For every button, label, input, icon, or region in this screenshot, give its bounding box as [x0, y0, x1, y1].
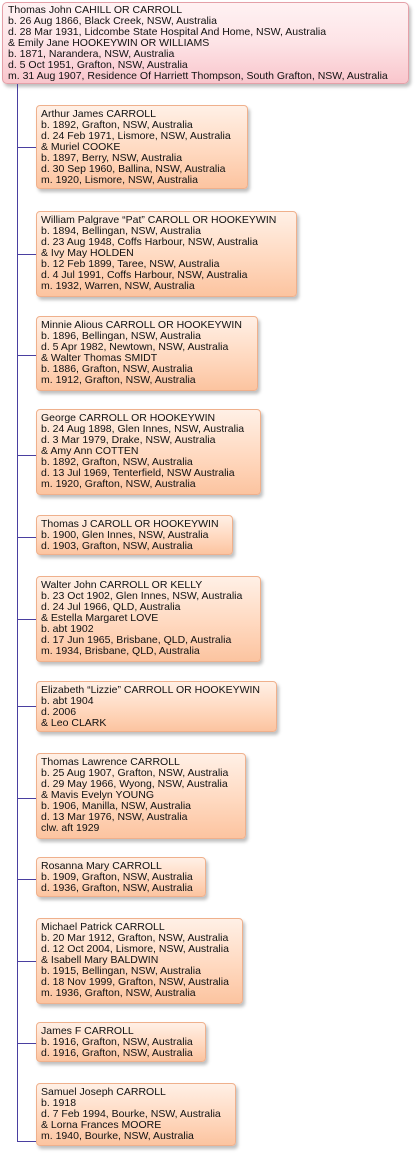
- child-box[interactable]: [36, 515, 233, 555]
- root-name: Thomas John CAHILL OR CARROLL: [8, 4, 183, 16]
- child-birth: b. 1894, Bellingan, NSW, Australia: [41, 225, 201, 237]
- child-birth: b. 25 Aug 1907, Grafton, NSW, Australia: [41, 767, 229, 779]
- child-birth: b. 24 Aug 1898, Glen Innes, NSW, Australia: [41, 423, 245, 435]
- root-person-box[interactable]: [2, 2, 409, 84]
- child-death: d. 2006: [41, 706, 77, 718]
- child-birth: b. 23 Oct 1902, Glen Innes, NSW, Australia: [41, 590, 243, 602]
- child-death: d. 23 Aug 1948, Coffs Harbour, NSW, Australia: [41, 236, 258, 248]
- marriage: m. 1920, Lismore, NSW, Australia: [41, 174, 198, 186]
- child-name: Thomas J CAROLL OR HOOKEYWIN: [41, 518, 219, 530]
- child-name: Samuel Joseph CARROLL: [41, 1086, 166, 1098]
- connector-line: [17, 455, 36, 456]
- child-box[interactable]: [36, 409, 261, 495]
- child-birth: b. abt 1904: [41, 695, 94, 707]
- child-spouse: & Walter Thomas SMIDT: [41, 352, 158, 364]
- child-box[interactable]: [36, 857, 206, 897]
- root-death: d. 28 Mar 1931, Lidcombe State Hospital And Home, NSW, Australia: [8, 26, 327, 38]
- child-death: d. 7 Feb 1994, Bourke, NSW, Australia: [41, 1108, 221, 1120]
- child-name: Arthur James CARROLL: [41, 108, 156, 120]
- child-name: James F CARROLL: [41, 1025, 134, 1037]
- child-name: Thomas Lawrence CARROLL: [41, 756, 180, 768]
- relationship: clw. aft 1929: [41, 822, 100, 834]
- child-spouse: & Leo CLARK: [41, 717, 107, 729]
- child-name: Rosanna Mary CARROLL: [41, 860, 162, 872]
- child-birth: b. 1909, Grafton, NSW, Australia: [41, 871, 193, 883]
- child-birth: b. 1900, Glen Innes, NSW, Australia: [41, 529, 209, 541]
- connector-line: [17, 619, 36, 620]
- child-spouse: & Lorna Frances MOORE: [41, 1119, 162, 1131]
- child-birth: b. 1896, Bellingan, NSW, Australia: [41, 330, 201, 342]
- connector-line: [17, 798, 36, 799]
- child-name: Elizabeth “Lizzie” CARROLL OR HOOKEYWIN: [41, 684, 260, 696]
- child-death: d. 24 Feb 1971, Lismore, NSW, Australia: [41, 130, 231, 142]
- child-death: d. 1916, Grafton, NSW, Australia: [41, 1047, 193, 1059]
- marriage: m. 1934, Brisbane, QLD, Australia: [41, 645, 200, 657]
- child-spouse: & Mavis Evelyn YOUNG: [41, 789, 155, 801]
- spouse-birth: b. 1892, Grafton, NSW, Australia: [41, 456, 193, 468]
- spouse-birth: b. 1886, Grafton, NSW, Australia: [41, 363, 193, 375]
- child-box[interactable]: [36, 316, 258, 391]
- spouse-death: d. 13 Mar 1976, NSW, Australia: [41, 811, 188, 823]
- child-box[interactable]: [36, 211, 297, 297]
- spouse-death: d. 17 Jun 1965, Brisbane, QLD, Australia: [41, 634, 232, 646]
- child-box[interactable]: [36, 1022, 206, 1062]
- child-spouse: & Muriel COOKE: [41, 141, 121, 153]
- child-death: d. 12 Oct 2004, Lismore, NSW, Australia: [41, 943, 229, 955]
- connector-line: [17, 961, 36, 962]
- child-box[interactable]: [36, 105, 248, 189]
- spouse-death: d. 30 Sep 1960, Ballina, NSW, Australia: [41, 163, 226, 175]
- child-birth: b. 1916, Grafton, NSW, Australia: [41, 1036, 193, 1048]
- child-name: Michael Patrick CARROLL: [41, 921, 165, 933]
- spouse-birth: b. 12 Feb 1899, Taree, NSW, Australia: [41, 258, 220, 270]
- child-box[interactable]: [36, 576, 261, 662]
- child-birth: b. 1892, Grafton, NSW, Australia: [41, 119, 193, 131]
- spouse-birth: b. 1897, Berry, NSW, Australia: [41, 152, 183, 164]
- marriage: m. 1936, Grafton, NSW, Australia: [41, 987, 196, 999]
- marriage: m. 1912, Grafton, NSW, Australia: [41, 374, 196, 386]
- connector-line: [17, 706, 36, 707]
- spouse-birth: b. abt 1902: [41, 623, 94, 635]
- connector-line: [17, 1141, 36, 1142]
- child-box[interactable]: [36, 918, 243, 1004]
- child-box[interactable]: [36, 1083, 236, 1146]
- child-death: d. 5 Apr 1982, Newtown, NSW, Australia: [41, 341, 229, 353]
- child-death: d. 24 Jul 1966, QLD, Australia: [41, 601, 181, 613]
- root-spouse-death: d. 5 Oct 1951, Grafton, NSW, Australia: [8, 59, 188, 71]
- child-death: d. 1903, Grafton, NSW, Australia: [41, 540, 193, 552]
- child-death: d. 1936, Grafton, NSW, Australia: [41, 882, 193, 894]
- child-spouse: & Isabell Mary BALDWIN: [41, 954, 159, 966]
- connector-line: [17, 537, 36, 538]
- spouse-birth: b. 1906, Manilla, NSW, Australia: [41, 800, 191, 812]
- child-name: William Palgrave “Pat” CAROLL OR HOOKEYWIN: [41, 214, 277, 226]
- child-box[interactable]: [36, 753, 246, 839]
- child-box[interactable]: [36, 681, 277, 732]
- connector-line: [17, 355, 36, 356]
- spouse-death: d. 13 Jul 1969, Tenterfield, NSW Australia: [41, 467, 235, 479]
- descendant-trunk-line: [17, 84, 18, 1141]
- connector-line: [17, 147, 36, 148]
- connector-line: [17, 879, 36, 880]
- child-name: Minnie Alious CARROLL OR HOOKEYWIN: [41, 319, 242, 331]
- child-death: d. 29 May 1966, Wyong, NSW, Australia: [41, 778, 228, 790]
- root-marriage: m. 31 Aug 1907, Residence Of Harriett Thompson, South Grafton, NSW, Australia: [8, 70, 388, 82]
- marriage: m. 1940, Bourke, NSW, Australia: [41, 1130, 194, 1142]
- root-spouse-birth: b. 1871, Narandera, NSW, Australia: [8, 48, 175, 60]
- root-birth: b. 26 Aug 1866, Black Creek, NSW, Australia: [8, 15, 217, 27]
- child-name: George CARROLL OR HOOKEYWIN: [41, 412, 216, 424]
- spouse-birth: b. 1915, Bellingan, NSW, Australia: [41, 965, 201, 977]
- child-name: Walter John CARROLL OR KELLY: [41, 579, 203, 591]
- child-spouse: & Ivy May HOLDEN: [41, 247, 134, 259]
- child-spouse: & Amy Ann COTTEN: [41, 445, 139, 457]
- marriage: m. 1920, Grafton, NSW, Australia: [41, 478, 196, 490]
- connector-line: [17, 1043, 36, 1044]
- spouse-death: d. 4 Jul 1991, Coffs Harbour, NSW, Australia: [41, 269, 248, 281]
- root-spouse: & Emily Jane HOOKEYWIN OR WILLIAMS: [8, 37, 210, 49]
- child-birth: b. 20 Mar 1912, Grafton, NSW, Australia: [41, 932, 229, 944]
- child-death: d. 3 Mar 1979, Drake, NSW, Australia: [41, 434, 216, 446]
- connector-line: [17, 254, 36, 255]
- child-spouse: & Estella Margaret LOVE: [41, 612, 159, 624]
- marriage: m. 1932, Warren, NSW, Australia: [41, 280, 195, 292]
- child-birth: b. 1918: [41, 1097, 77, 1109]
- spouse-death: d. 18 Nov 1999, Grafton, NSW, Australia: [41, 976, 229, 988]
